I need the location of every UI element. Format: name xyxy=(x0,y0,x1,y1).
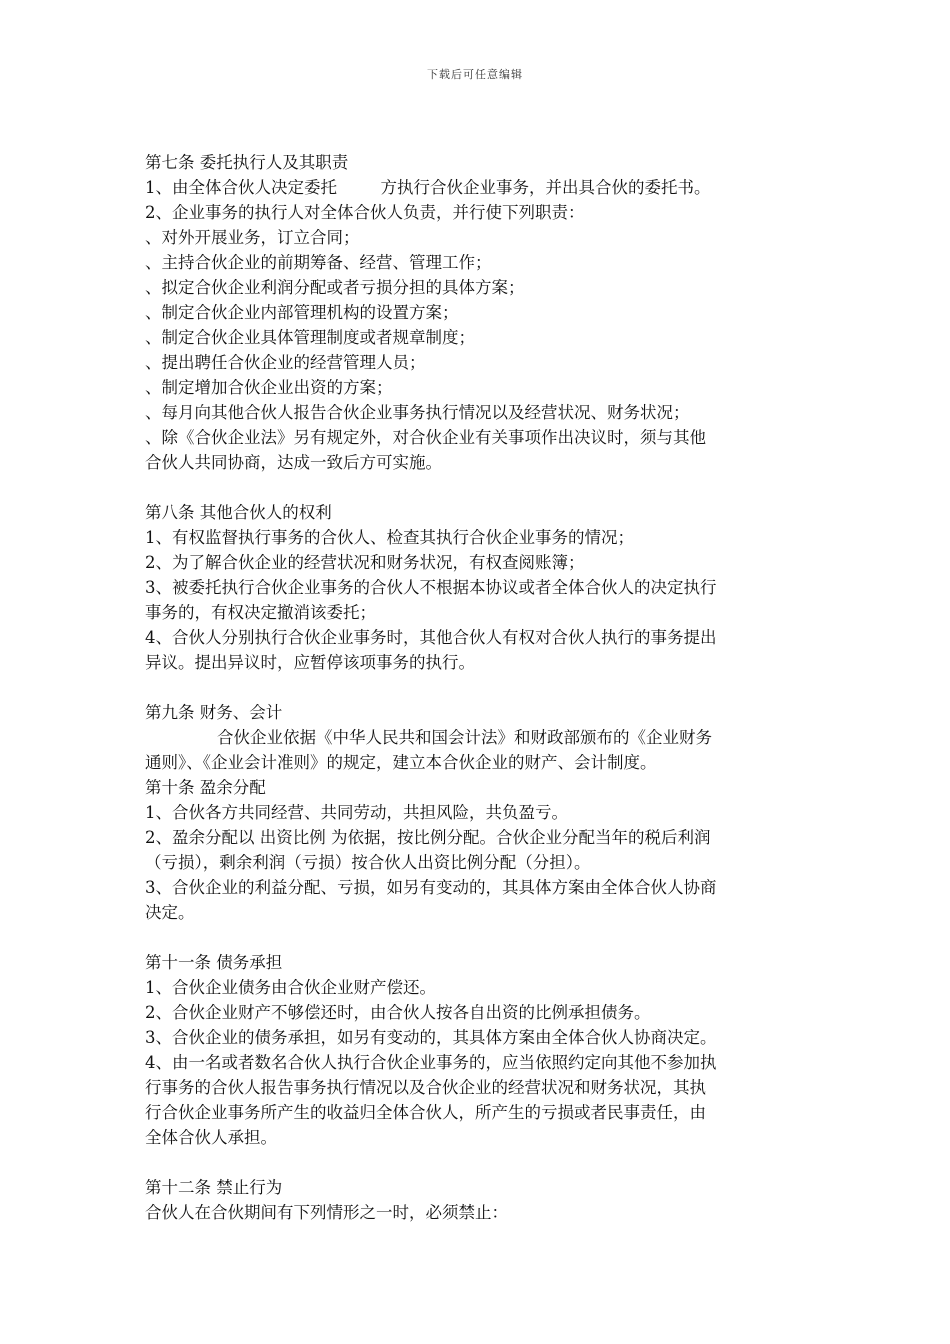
article-7-line: 合伙人共同协商，达成一致后方可实施。 xyxy=(145,453,442,472)
document-body xyxy=(145,150,815,1225)
article-10-line: （亏损），剩余利润（亏损）按合伙人出资比例分配（分担）。 xyxy=(145,853,591,872)
article-7-line: 、拟定合伙企业利润分配或者亏损分担的具体方案； xyxy=(145,278,525,297)
article-9-line: 通则》、《企业会计准则》的规定，建立本合伙企业的财产、会计制度。 xyxy=(145,753,657,772)
article-10-line: 2、盈余分配以 出资比例 为依据，按比例分配。合伙企业分配当年的税后利润 xyxy=(145,828,711,847)
article-9-title: 第九条 财务、会计 xyxy=(145,703,283,722)
article-8-line: 1、有权监督执行事务的合伙人、检查其执行合伙企业事务的情况； xyxy=(145,528,634,547)
article-11-line: 行事务的合伙人报告事务执行情况以及合伙企业的经营状况和财务状况，其执 xyxy=(145,1078,706,1097)
article-8-line: 事务的，有权决定撤消该委托； xyxy=(145,603,376,622)
article-7-line: 、每月向其他合伙人报告合伙企业事务执行情况以及经营状况、财务状况； xyxy=(145,403,690,422)
article-7-line: 、制定增加合伙企业出资的方案； xyxy=(145,378,393,397)
article-11-line: 3、合伙企业的债务承担，如另有变动的，其具体方案由全体合伙人协商决定。 xyxy=(145,1028,717,1047)
article-8-title: 第八条 其他合伙人的权利 xyxy=(145,503,332,522)
article-7-line: 、除《合伙企业法》另有规定外，对合伙企业有关事项作出决议时，须与其他 xyxy=(145,428,706,447)
page-header: 下载后可任意编辑 xyxy=(427,68,523,81)
article-12-title: 第十二条 禁止行为 xyxy=(145,1178,283,1197)
article-11-line: 行合伙企业事务所产生的收益归全体合伙人，所产生的亏损或者民事责任，由 xyxy=(145,1103,706,1122)
article-10-line: 决定。 xyxy=(145,903,195,922)
article-10-line: 1、合伙各方共同经营、共同劳动，共担风险，共负盈亏。 xyxy=(145,803,568,822)
article-7-line: 、对外开展业务，订立合同； xyxy=(145,228,360,247)
article-7-title: 第七条 委托执行人及其职责 xyxy=(145,153,349,172)
article-7-line: 、主持合伙企业的前期筹备、经营、管理工作； xyxy=(145,253,492,272)
article-10-title: 第十条 盈余分配 xyxy=(145,778,266,797)
article-11-title: 第十一条 债务承担 xyxy=(145,953,283,972)
article-11-line: 1、合伙企业债务由合伙企业财产偿还。 xyxy=(145,978,436,997)
article-8-line: 2、为了解合伙企业的经营状况和财务状况，有权查阅账簿； xyxy=(145,553,585,572)
article-7-line: 、制定合伙企业内部管理机构的设置方案； xyxy=(145,303,459,322)
article-10-line: 3、合伙企业的利益分配、亏损，如另有变动的，其具体方案由全体合伙人协商 xyxy=(145,878,717,897)
paragraph-gap xyxy=(145,475,815,500)
article-8-line: 3、被委托执行合伙企业事务的合伙人不根据本协议或者全体合伙人的决定执行 xyxy=(145,578,717,597)
paragraph-gap xyxy=(145,675,815,700)
article-8-line: 异议。提出异议时，应暂停该项事务的执行。 xyxy=(145,653,475,672)
paragraph-gap xyxy=(145,1150,815,1175)
paragraph-gap xyxy=(145,925,815,950)
article-12-line: 合伙人在合伙期间有下列情形之一时，必须禁止： xyxy=(145,1203,508,1222)
article-7-line: 、提出聘任合伙企业的经营管理人员； xyxy=(145,353,426,372)
article-11-line: 2、合伙企业财产不够偿还时，由合伙人按各自出资的比例承担债务。 xyxy=(145,1003,651,1022)
article-7-line: 1、由全体合伙人决定委托 方执行合伙企业事务，并出具合伙的委托书。 xyxy=(145,178,711,197)
article-7-line: 、制定合伙企业具体管理制度或者规章制度； xyxy=(145,328,475,347)
article-11-line: 4、由一名或者数名合伙人执行合伙企业事务的，应当依照约定向其他不参加执 xyxy=(145,1053,717,1072)
article-11-line: 全体合伙人承担。 xyxy=(145,1128,277,1147)
article-9-line: 合伙企业依据《中华人民共和国会计法》和财政部颁布的《企业财务 xyxy=(217,728,712,747)
article-8-line: 4、合伙人分别执行合伙企业事务时，其他合伙人有权对合伙人执行的事务提出 xyxy=(145,628,717,647)
article-7-line: 2、企业事务的执行人对全体合伙人负责，并行使下列职责： xyxy=(145,203,585,222)
